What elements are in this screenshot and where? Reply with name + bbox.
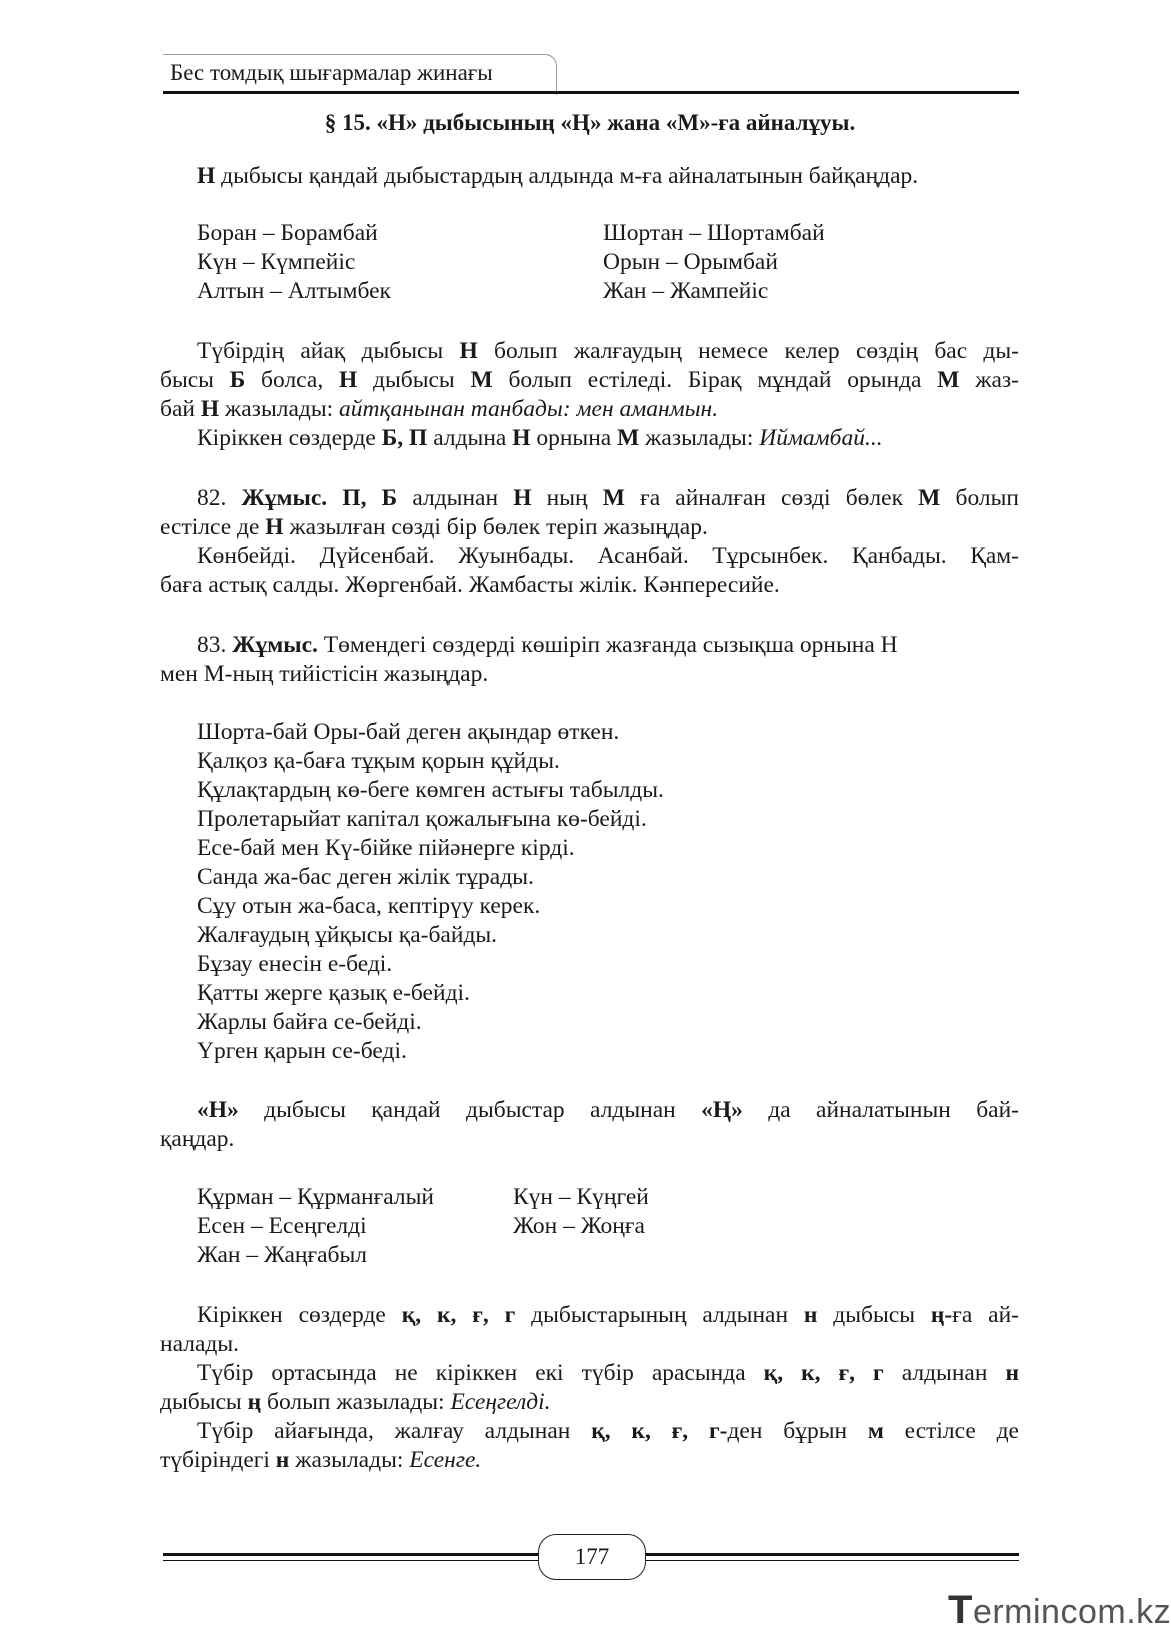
pair-item: Есен – Есеңгелді — [197, 1213, 367, 1239]
running-header: Бес томдық шығармалар жинағы — [170, 60, 493, 85]
pair-item: Орын – Орымбай — [603, 249, 778, 275]
exercise-sentence: Қатты жерге қазық е-бейді. — [197, 980, 470, 1006]
pair-item: Күн – Күңгей — [513, 1184, 649, 1210]
header-rule — [163, 91, 1019, 94]
rule1-line: Кіріккен сөздерде Б, П алдына Н орнына М жазылады: Иймамбай... — [197, 425, 883, 451]
watermark-logo: Termincоm.kz — [948, 1588, 1171, 1632]
rule2-line: налады. — [160, 1331, 239, 1357]
exercise-sentence: Бұзау енесін е-беді. — [197, 951, 393, 977]
exercise-sentence: Шорта-бай Оры-бай деген ақындар өткен. — [197, 719, 620, 745]
exercise-sentence: Пролетарыйат капітал қожалығына кө-бейді. — [197, 806, 647, 832]
rule2-line: дыбысы ң болып жазылады: Есеңгелді. — [160, 1389, 551, 1415]
exercise-sentence: Санда жа-бас деген жілік тұрады. — [197, 864, 534, 890]
exercise-sentence: Жалғаудың ұйқысы қа-байды. — [197, 922, 498, 948]
pair-item: Боран – Борамбай — [197, 220, 378, 246]
rule1-line: бысы Б болса, Н дыбысы М болып естіледі. Бірақ мұндай орында М жаз- — [160, 367, 1019, 393]
exercise-sentence: Үрген қарын се-беді. — [197, 1038, 407, 1064]
exercise-82-line: естілсе де Н жазылған сөзді бір бөлек теріп жазыңдар. — [160, 514, 708, 540]
rule1-line: бай Н жазылады: айтқанынан танбады: мен аманмын. — [160, 396, 719, 422]
exercise-82-line: баға астық салды. Жөргенбай. Жамбасты жілік. Кәнпересийе. — [160, 572, 780, 598]
ng-intro-line: «Н» дыбысы қандай дыбыстар алдынан «Ң» да айналатынын бай- — [197, 1097, 1019, 1123]
section-title: § 15. «Н» дыбысының «Ң» жана «М»-ға айналұуы. — [324, 110, 856, 135]
rule1-line: Түбірдің айақ дыбысы Н болып жалғаудың немесе келер сөздің бас ды- — [197, 338, 1019, 364]
rule2-line: түбіріндегі н жазылады: Есенге. — [160, 1447, 482, 1473]
exercise-sentence: Жарлы байға се-бейді. — [197, 1009, 422, 1035]
pair-item: Жан – Жаңғабыл — [197, 1242, 367, 1268]
exercise-82-line: 82. Жұмыс. П, Б алдынан Н ның М ға айналған сөзді бөлек М болып — [197, 485, 1020, 511]
pair-item: Күн – Күмпейіс — [197, 249, 356, 275]
exercise-sentence: Есе-бай мен Кү-бійке пійәнерге кірді. — [197, 835, 575, 861]
pair-item: Жан – Жампейіс — [603, 278, 769, 304]
exercise-sentence: Құлақтардың кө-беге көмген астығы табылды. — [197, 777, 664, 803]
exercise-82-line: Көнбейді. Дүйсенбай. Жуынбады. Асанбай. Тұрсынбек. Қанбады. Қам- — [197, 543, 1019, 569]
rule2-line: Кіріккен сөздерде қ, к, ғ, г дыбыстарының алдынан н дыбысы ң-ға ай- — [197, 1302, 1019, 1328]
rule2-line: Түбір айағында, жалғау алдынан қ, к, ғ, г-ден бұрын м естілсе де — [197, 1418, 1019, 1444]
page-number: 177 — [538, 1534, 646, 1580]
exercise-83-line: мен М-ның тийістісін жазыңдар. — [160, 661, 489, 687]
pair-item: Құрман – Құрманғалый — [197, 1184, 434, 1210]
exercise-sentence: Сұу отын жа-баса, кептірүу керек. — [197, 893, 541, 919]
exercise-83-line: 83. Жұмыс. Төмендегі сөздерді көшіріп жазғанда сызықша орнына Н — [197, 632, 898, 658]
rule2-line: Түбір ортасында не кіріккен екі түбір арасында қ, к, ғ, г алдынан н — [197, 1360, 1019, 1386]
pair-item: Алтын – Алтымбек — [197, 278, 391, 304]
pair-item: Шортан – Шортамбай — [603, 220, 825, 246]
intro-paragraph: Н дыбысы қандай дыбыстардың алдында м-ға айналатынын байқаңдар. — [197, 163, 919, 189]
pair-item: Жон – Жоңға — [513, 1213, 645, 1239]
exercise-sentence: Қалқоз қа-баға тұқым қорын құйды. — [197, 748, 560, 774]
ng-intro-line: қаңдар. — [160, 1126, 235, 1152]
